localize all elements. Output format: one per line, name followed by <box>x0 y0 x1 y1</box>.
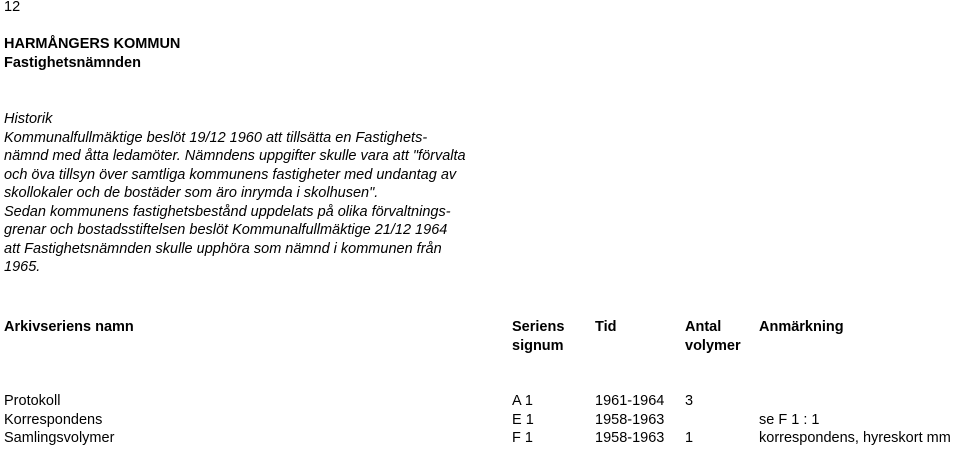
cell-name: Samlingsvolymer <box>4 430 115 446</box>
authority-name: Fastighetsnämnden <box>4 54 141 71</box>
cell-anmarkning: korrespondens, hyreskort mm <box>759 430 951 446</box>
column-header-antal: Antal <box>685 319 722 335</box>
column-header-antal-line2: volymer <box>685 337 741 354</box>
history-line: nämnd med åtta ledamöter. Nämndens uppgifter skulle vara att "förvalta <box>4 148 466 164</box>
history-line: skollokaler och de bostäder som äro inrymda i skolhusen". <box>4 185 379 201</box>
cell-signum: A 1 <box>512 393 533 409</box>
page-number: 12 <box>4 0 21 15</box>
cell-signum: F 1 <box>512 430 533 446</box>
cell-name: Korrespondens <box>4 411 103 428</box>
cell-signum: E 1 <box>512 411 534 428</box>
table-row <box>4 429 960 448</box>
history-line: och öva tillsyn över samtliga kommunens fastigheter med undantag av <box>4 166 457 183</box>
cell-antal: 3 <box>685 393 694 409</box>
document-page <box>4 0 960 451</box>
document-header <box>4 35 180 72</box>
cell-tid: 1961-1964 <box>595 393 665 409</box>
cell-name: Protokoll <box>4 393 61 409</box>
cell-antal: 1 <box>685 430 694 446</box>
column-header-anmarkning: Anmärkning <box>759 319 844 335</box>
history-heading: Historik <box>4 111 53 127</box>
cell-tid: 1958-1963 <box>595 411 665 428</box>
table-header <box>4 318 960 358</box>
table-row <box>4 392 960 411</box>
history-section <box>4 110 504 277</box>
history-line: att Fastighetsnämnden skulle upphöra som nämnd i kommunen från <box>4 240 442 257</box>
cell-anmarkning: se F 1 : 1 <box>759 411 820 428</box>
column-header-signum-line2: signum <box>512 337 564 354</box>
history-line: 1965. <box>4 259 41 275</box>
column-header-signum: Seriens <box>512 319 565 335</box>
column-header-name: Arkivseriens namn <box>4 319 134 335</box>
column-header-tid: Tid <box>595 319 617 335</box>
cell-tid: 1958-1963 <box>595 430 665 446</box>
organization-name: HARMÅNGERS KOMMUN <box>4 36 181 52</box>
table-row <box>4 411 960 430</box>
history-line: Kommunalfullmäktige beslöt 19/12 1960 att tillsätta en Fastighets- <box>4 129 428 146</box>
table-body <box>4 392 960 448</box>
history-line: Sedan kommunens fastighetsbestånd uppdelats på olika förvaltnings- <box>4 203 451 220</box>
history-line: grenar och bostadsstiftelsen beslöt Kommunalfullmäktige 21/12 1964 <box>4 222 448 238</box>
